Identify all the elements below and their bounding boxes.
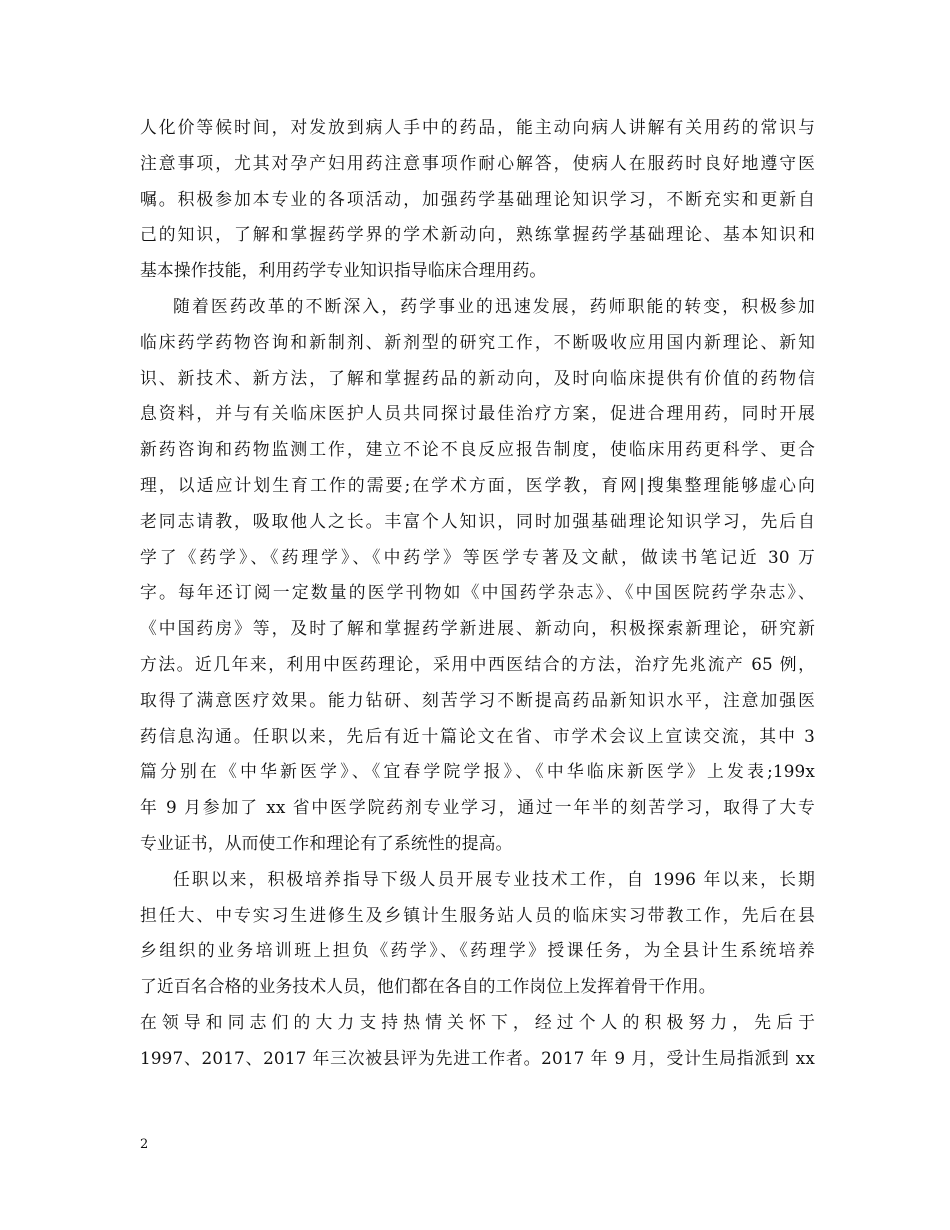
text-line: 学了《药学》、《药理学》、《中药学》等医学专著及文献，做读书笔记近 30 万 (140, 546, 815, 567)
text-line: 担任大、中专实习生进修生及乡镇计生服务站人员的临床实习带教工作，先后在县 (140, 904, 815, 925)
paragraph-first-line: 随着医药改革的不断深入，药学事业的迅速发展，药师职能的转变，积极参加 (173, 295, 815, 316)
text-line: 己的知识，了解和掌握药学界的学术新动向，熟练掌握药学基础理论、基本知识和 (140, 224, 815, 245)
text-line: 基本操作技能，利用药学专业知识指导临床合理用药。 (140, 260, 547, 281)
text-line: 年 9 月参加了 xx 省中医学院药剂专业学习，通过一年半的刻苦学习，取得了大专 (140, 797, 815, 818)
text-line: 药信息沟通。任职以来，先后有近十篇论文在省、市学术会议上宣读交流，其中 3 (140, 725, 815, 746)
text-line: 1997、2017、2017 年三次被县评为先进工作者。2017 年 9 月，受计生局指派到 xx (140, 1047, 815, 1068)
text-line: 乡组织的业务培训班上担负《药学》、《药理学》授课任务，为全县计生系统培养 (140, 940, 815, 961)
text-line: 字。每年还订阅一定数量的医学刊物如《中国药学杂志》、《中国医院药学杂志》、 (140, 582, 815, 603)
text-line: 注意事项，尤其对孕产妇用药注意事项作耐心解答，使病人在服药时良好地遵守医 (140, 152, 815, 173)
page-number: 2 (140, 1137, 149, 1152)
text-line: 理，以适应计划生育工作的需要;在学术方面，医学教，育网|搜集整理能够虚心向 (140, 474, 815, 495)
text-line: 老同志请教，吸取他人之长。丰富个人知识，同时加强基础理论知识学习，先后自 (140, 510, 815, 531)
text-line: 嘱。积极参加本专业的各项活动，加强药学基础理论知识学习，不断充实和更新自 (140, 188, 815, 209)
text-line: 方法。近几年来，利用中医药理论，采用中西医结合的方法，治疗先兆流产 65 例， (140, 653, 815, 674)
text-line: 息资料，并与有关临床医护人员共同探讨最佳治疗方案，促进合理用药，同时开展 (140, 403, 815, 424)
text-line: 识、新技术、新方法，了解和掌握药品的新动向，及时向临床提供有价值的药物信 (140, 367, 815, 388)
text-line: 人化价等候时间，对发放到病人手中的药品，能主动向病人讲解有关用药的常识与 (140, 117, 815, 137)
text-line: 了近百名合格的业务技术人员，他们都在各自的工作岗位上发挥着骨干作用。 (140, 976, 716, 997)
text-line: 篇分别在《中华新医学》、《宜春学院学报》、《中华临床新医学》上发表;199x (140, 761, 815, 782)
text-line: 专业证书，从而使工作和理论有了系统性的提高。 (140, 832, 513, 853)
text-line: 《中国药房》等，及时了解和掌握药学新进展、新动向，积极探索新理论，研究新 (140, 618, 815, 639)
paragraph-first-line: 在领导和同志们的大力支持热情关怀下，经过个人的积极努力，先后于 (140, 1011, 815, 1032)
text-line: 临床药学药物咨询和新制剂、新剂型的研究工作，不断吸收应用国内新理论、新知 (140, 331, 815, 352)
text-line: 新药咨询和药物监测工作，建立不论不良反应报告制度，使临床用药更科学、更合 (140, 439, 815, 460)
text-line: 取得了满意医疗效果。能力钻研、刻苦学习不断提高药品新知识水平，注意加强医 (140, 689, 815, 710)
body-text (140, 110, 815, 1077)
paragraph-first-line: 任职以来，积极培养指导下级人员开展专业技术工作，自 1996 年以来，长期 (173, 868, 815, 889)
